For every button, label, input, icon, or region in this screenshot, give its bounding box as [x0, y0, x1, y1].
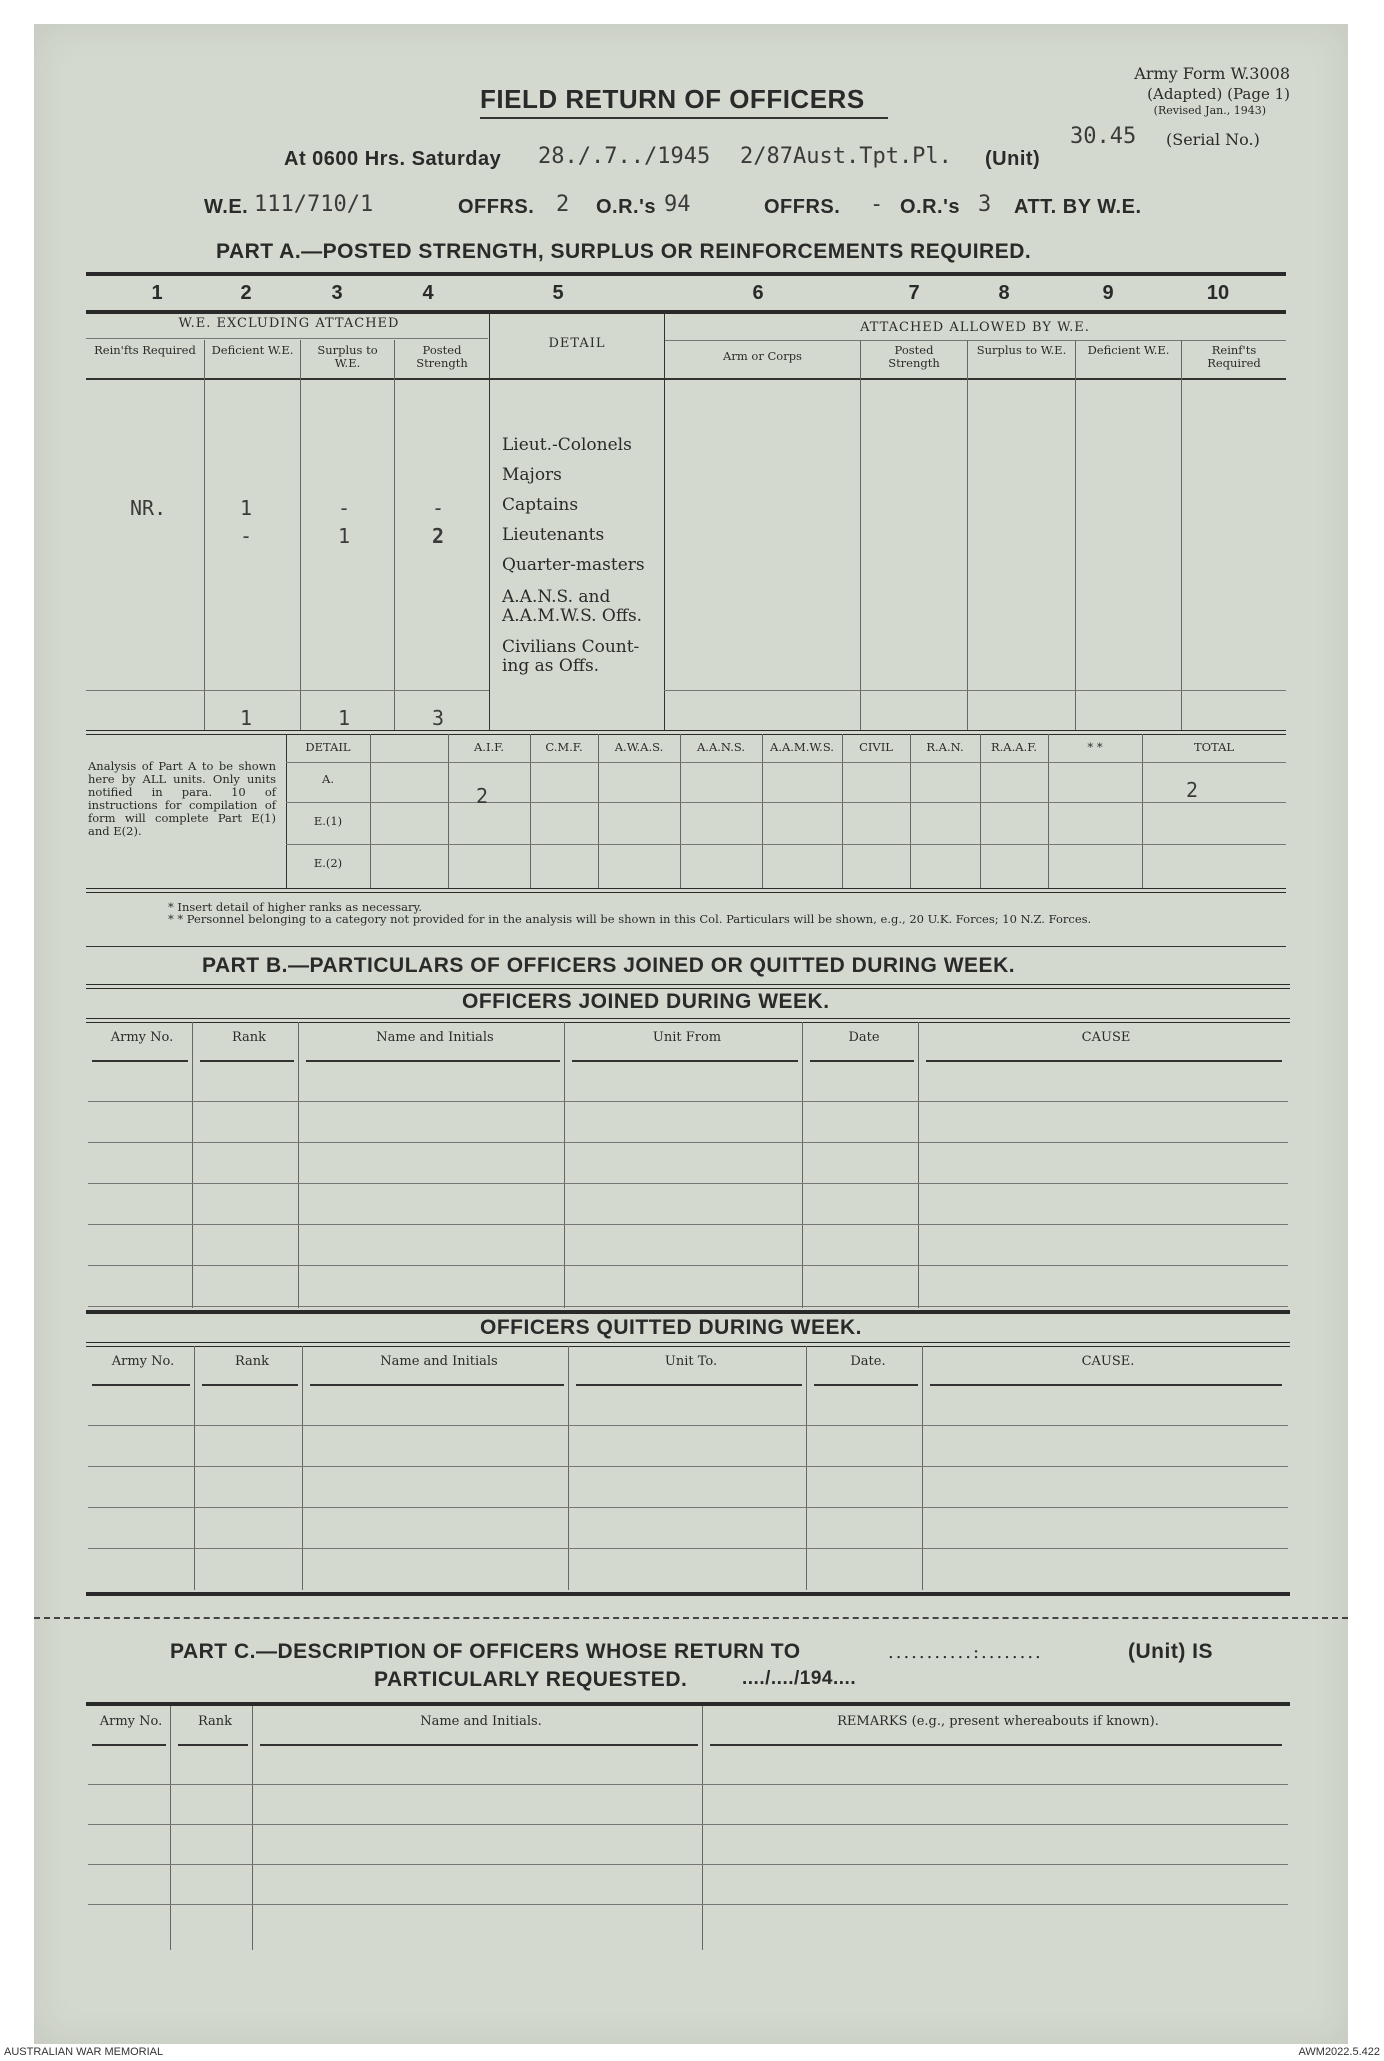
- quitted-header-underline: [92, 1384, 190, 1386]
- total-surplus: 1: [338, 706, 351, 730]
- serial-number-label: (Serial No.): [1166, 130, 1260, 149]
- right-header-2: Posted Strength: [888, 343, 940, 370]
- rank-7: Civilians Count- ing as Offs.: [502, 637, 640, 676]
- lieutenants-posted: 2: [432, 524, 445, 548]
- return-date: 28./.7../1945: [538, 144, 711, 169]
- quitted-header-6: CAUSE.: [1081, 1354, 1135, 1369]
- part-c-date: ..../..../194....: [742, 1668, 857, 1689]
- quitted-header-underline: [930, 1384, 1282, 1386]
- left-header-4: Posted Strength: [416, 343, 468, 370]
- quitted-title: OFFICERS QUITTED DURING WEEK.: [480, 1316, 862, 1339]
- analysis-header-3: A.I.F.: [473, 740, 504, 754]
- analysis-col-line: [448, 734, 449, 888]
- partc-header-2: Rank: [197, 1714, 233, 1729]
- analysis-header-9: R.A.N.: [926, 740, 964, 754]
- rank-2: Majors: [502, 465, 562, 485]
- quitted-col-line: [302, 1346, 303, 1590]
- form-number: Army Form W.3008: [1134, 64, 1290, 83]
- analysis-col-line: [842, 734, 843, 888]
- column-number-10: 10: [1206, 282, 1230, 304]
- quitted-header-3: Name and Initials: [380, 1354, 498, 1369]
- analysis-col-line: [1048, 734, 1049, 888]
- joined-header-2: Rank: [231, 1030, 267, 1045]
- analysis-row-3: E.(2): [313, 856, 343, 870]
- quitted-header-4: Unit To.: [664, 1354, 718, 1369]
- offrs-label: OFFRS.: [458, 196, 535, 218]
- right-header-4: Deficient W.E.: [1087, 343, 1170, 357]
- joined-row-line: [88, 1183, 1288, 1184]
- unit-name: 2/87Aust.Tpt.Pl.: [740, 144, 952, 169]
- form-revised: (Revised Jan., 1943): [1153, 104, 1266, 117]
- we-excluding-header: W.E. EXCLUDING ATTACHED: [178, 316, 400, 331]
- analysis-header-10: R.A.A.F.: [990, 740, 1038, 754]
- partc-row-line: [88, 1864, 1288, 1865]
- we-number: 111/710/1: [254, 192, 374, 217]
- column-number-2: 2: [240, 282, 252, 304]
- quitted-row-line: [88, 1466, 1288, 1467]
- offrs-att-value: -: [870, 192, 884, 217]
- partc-col-line: [170, 1706, 171, 1950]
- partc-header-underline: [92, 1744, 166, 1746]
- column-number-9: 9: [1102, 282, 1114, 304]
- quitted-row-line: [88, 1507, 1288, 1508]
- joined-header-1: Army No.: [110, 1030, 174, 1045]
- analysis-col-line: [680, 734, 681, 888]
- quitted-header-underline: [576, 1384, 802, 1386]
- joined-header-6: CAUSE: [1081, 1030, 1131, 1045]
- quitted-row-line: [88, 1548, 1288, 1549]
- ors-label: O.R.'s: [596, 196, 656, 218]
- quitted-header-underline: [814, 1384, 918, 1386]
- analysis-header-11: * *: [1087, 740, 1103, 754]
- partc-header-3: Name and Initials.: [420, 1714, 542, 1729]
- analysis-col-line: [910, 734, 911, 888]
- part-a-title: PART A.—POSTED STRENGTH, SURPLUS OR REINFORCEMENTS REQUIRED.: [216, 240, 1032, 263]
- joined-header-4: Unit From: [652, 1030, 722, 1045]
- joined-header-underline: [200, 1060, 294, 1062]
- joined-header-underline: [926, 1060, 1282, 1062]
- captains-posted: -: [432, 496, 445, 520]
- rank-5: Quarter-masters: [502, 555, 645, 575]
- analysis-col-line: [370, 734, 371, 888]
- quitted-col-line: [194, 1346, 195, 1590]
- analysis-row-line: [286, 844, 1286, 845]
- part-c-dots: ...........:........: [888, 1642, 1043, 1663]
- joined-header-3: Name and Initials: [376, 1030, 494, 1045]
- lieutenants-deficient: -: [240, 524, 253, 548]
- quitted-col-line: [922, 1346, 923, 1590]
- joined-header-underline: [92, 1060, 188, 1062]
- quitted-header-underline: [310, 1384, 564, 1386]
- rank-6: A.A.N.S. and A.A.M.W.S. Offs.: [502, 587, 643, 626]
- joined-row-line: [88, 1142, 1288, 1143]
- quitted-header-1: Army No.: [111, 1354, 175, 1369]
- column-number-8: 8: [998, 282, 1010, 304]
- joined-header-underline: [572, 1060, 798, 1062]
- column-number-6: 6: [752, 282, 764, 304]
- rank-4: Lieutenants: [502, 525, 605, 545]
- analysis-header-6: A.A.N.S.: [696, 740, 746, 754]
- footer-accession: AWM2022.5.422: [1298, 2046, 1380, 2058]
- analysis-header-7: A.A.M.W.S.: [770, 740, 834, 754]
- offrs-att-label: OFFRS.: [764, 196, 841, 218]
- partc-col-line: [702, 1706, 703, 1950]
- column-number-5: 5: [552, 282, 564, 304]
- part-c-title-line2: PARTICULARLY REQUESTED.: [374, 1668, 688, 1691]
- analysis-header-12: TOTAL: [1193, 740, 1235, 754]
- quitted-header-underline: [202, 1384, 298, 1386]
- joined-row-line: [88, 1265, 1288, 1266]
- column-number-7: 7: [908, 282, 920, 304]
- joined-header-underline: [810, 1060, 914, 1062]
- quitted-col-line: [806, 1346, 807, 1590]
- lieutenants-surplus: 1: [338, 524, 351, 548]
- partc-header-4: REMARKS (e.g., present whereabouts if known).: [837, 1714, 1159, 1729]
- at-label: At 0600 Hrs. Saturday: [284, 148, 502, 170]
- total-posted: 3: [432, 706, 445, 730]
- right-header-1: Arm or Corps: [723, 349, 802, 363]
- joined-title: OFFICERS JOINED DURING WEEK.: [462, 990, 830, 1013]
- partc-header-underline: [260, 1744, 698, 1746]
- left-header-3: Surplus to W.E.: [317, 343, 378, 370]
- form-adapted: (Adapted) (Page 1): [1147, 85, 1290, 103]
- att-by-we-label: ATT. BY W.E.: [1014, 196, 1142, 218]
- column-number-4: 4: [422, 282, 434, 304]
- footnote-higher-ranks: * Insert detail of higher ranks as necessary.: [168, 900, 423, 914]
- attached-allowed-header: ATTACHED ALLOWED BY W.E.: [860, 320, 1090, 335]
- analysis-header-1: DETAIL: [305, 740, 351, 754]
- analysis-total-a: 2: [1186, 778, 1199, 802]
- analysis-aif-a: 2: [476, 784, 489, 808]
- captains-surplus: -: [338, 496, 351, 520]
- we-label: W.E.: [204, 196, 249, 218]
- analysis-col-line: [980, 734, 981, 888]
- left-header-2: Deficient W.E.: [211, 343, 294, 357]
- quitted-row-line: [88, 1425, 1288, 1426]
- right-header-5: Reinf'ts Required: [1207, 343, 1261, 370]
- partc-row-line: [88, 1784, 1288, 1785]
- column-number-3: 3: [331, 282, 343, 304]
- part-c-title-line1: PART C.—DESCRIPTION OF OFFICERS WHOSE RETURN TO: [170, 1640, 801, 1663]
- analysis-row-line: [286, 762, 1286, 763]
- analysis-col-line: [598, 734, 599, 888]
- offrs-value: 2: [556, 192, 570, 217]
- analysis-row-line: [286, 802, 1286, 803]
- analysis-col-line: [762, 734, 763, 888]
- analysis-col-line: [530, 734, 531, 888]
- serial-number-value: 30.45: [1070, 124, 1137, 149]
- footnote-other-personnel: * * Personnel belonging to a category not provided for in the analysis will be shown in this Col. Particulars will be shown, e.g., 20 U.K. Forces; 10 N.Z. Forces.: [168, 912, 1092, 926]
- unit-label: (Unit): [985, 148, 1041, 170]
- partc-col-line: [252, 1706, 253, 1950]
- captains-deficient: 1: [240, 496, 253, 520]
- ors-att-label: O.R.'s: [900, 196, 960, 218]
- joined-row-line: [88, 1306, 1288, 1307]
- rank-3: Captains: [502, 495, 579, 515]
- analysis-header-5: A.W.A.S.: [614, 740, 664, 754]
- left-header-1: Rein'fts Required: [94, 343, 196, 357]
- rank-1: Lieut.-Colonels: [502, 435, 632, 455]
- ors-att-value: 3: [978, 192, 992, 217]
- analysis-note: Analysis of Part A to be shown here by ALL units. Only units notified in para. 10 of instructions for compilation of form will complete Part E(1) and E(2).: [88, 759, 276, 838]
- analysis-row-2: E.(1): [313, 814, 343, 828]
- joined-row-line: [88, 1101, 1288, 1102]
- column-number-1: 1: [151, 282, 163, 304]
- total-deficient: 1: [240, 706, 253, 730]
- partc-header-underline: [178, 1744, 248, 1746]
- nr-mark: NR.: [130, 496, 167, 520]
- footer-source: AUSTRALIAN WAR MEMORIAL: [4, 2046, 164, 2058]
- analysis-header-8: CIVIL: [859, 740, 893, 754]
- quitted-header-2: Rank: [234, 1354, 270, 1369]
- detail-header: DETAIL: [548, 336, 606, 351]
- quitted-col-line: [568, 1346, 569, 1590]
- joined-row-line: [88, 1224, 1288, 1225]
- partc-row-line: [88, 1904, 1288, 1905]
- part-c-unit-label: (Unit) IS: [1128, 1640, 1213, 1663]
- partc-header-underline: [710, 1744, 1282, 1746]
- joined-header-underline: [306, 1060, 560, 1062]
- quitted-header-5: Date.: [850, 1354, 886, 1369]
- partc-row-line: [88, 1824, 1288, 1825]
- analysis-header-4: C.M.F.: [545, 740, 583, 754]
- joined-header-5: Date: [848, 1030, 880, 1045]
- analysis-col-line: [1142, 734, 1143, 888]
- ors-value: 94: [664, 192, 691, 217]
- partc-header-1: Army No.: [99, 1714, 163, 1729]
- right-header-3: Surplus to W.E.: [976, 343, 1067, 357]
- part-b-title: PART B.—PARTICULARS OF OFFICERS JOINED OR QUITTED DURING WEEK.: [202, 954, 1016, 977]
- analysis-row-1: A.: [322, 772, 334, 786]
- form-title: FIELD RETURN OF OFFICERS: [480, 84, 865, 114]
